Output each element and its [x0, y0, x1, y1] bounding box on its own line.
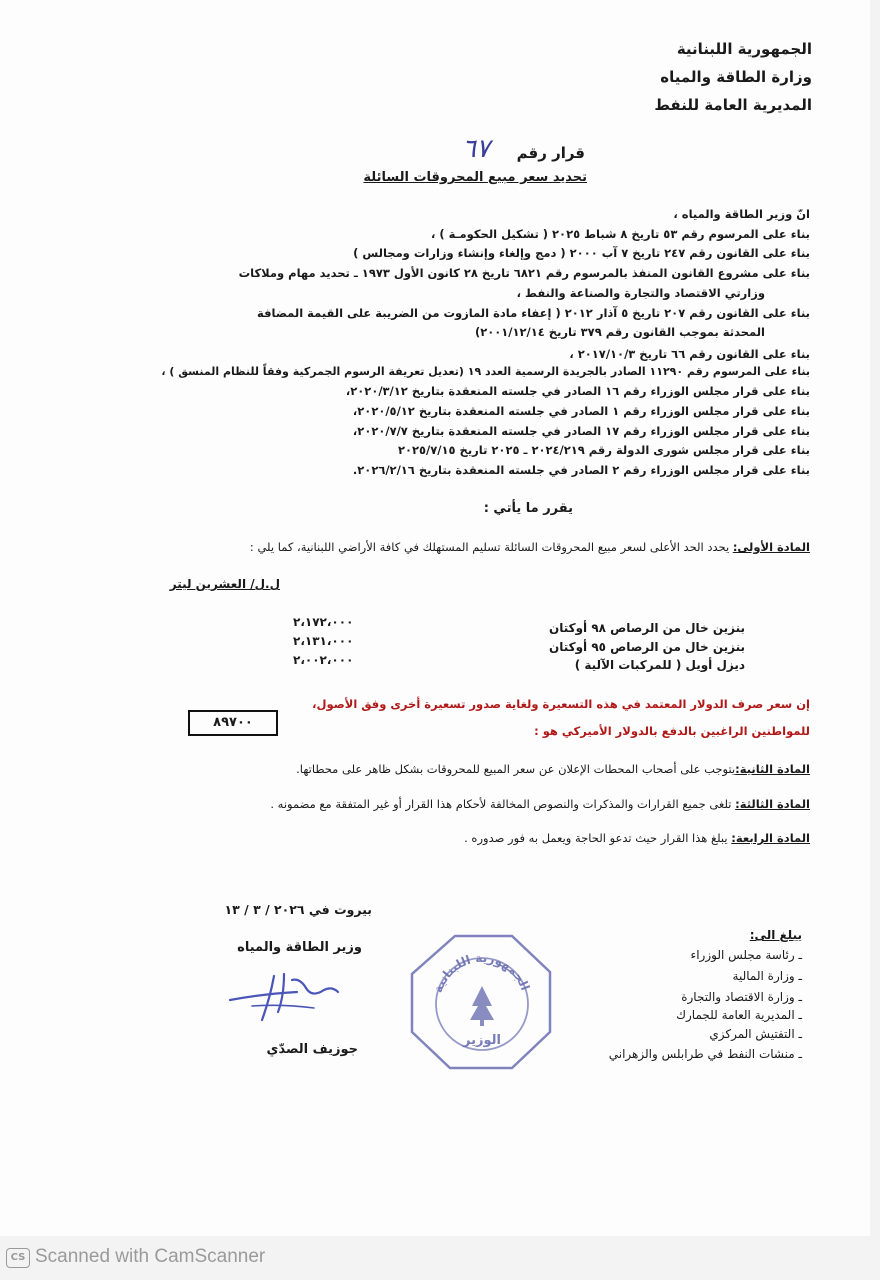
preamble-line: بناء على قرار مجلس الوزراء رقم ١٦ الصادر في جلسته المنعقدة بتاريخ ٢٠٢٠/٣/١٢، [345, 384, 810, 398]
scanner-footer-bar [0, 1236, 880, 1280]
preamble-line: بناء على القانون رقم ٢٠٧ تاريخ ٥ آذار ٢٠١٢ ( إعفاء مادة المازوت من الضريبة على القيمة المضافة [257, 306, 810, 320]
preamble-line: بناء على القانون رقم ٢٤٧ تاريخ ٧ آب ٢٠٠٠ ( دمج وإلغاء وإنشاء وزارات ومجالس ) [353, 246, 810, 260]
exchange-note: إن سعر صرف الدولار المعتمد في هذه التسعيرة ولغاية صدور تسعيرة أخرى وفق الأصول، [312, 697, 810, 711]
preamble-line: بناء على المرسوم رقم ٥٣ تاريخ ٨ شباط ٢٠٢٥ ( تشكيل الحكومـة ) ، [430, 227, 810, 241]
price-product: بنزين خال من الرصاص ٩٨ أوكتان [548, 621, 745, 635]
article-1 [250, 540, 810, 554]
official-stamp [400, 932, 560, 1074]
article-3-label: المادة الثالثة: [735, 797, 810, 811]
preamble-line: بناء على قرار مجلس الوزراء رقم ١ الصادر في جلسته المنعقدة بتاريخ ٢٠٢٠/٥/١٢، [352, 404, 810, 418]
preamble-line: انّ وزير الطاقة والمياه ، [673, 207, 810, 221]
decision-number: ٦٧ [462, 134, 490, 164]
article-4-text: يبلغ هذا القرار حيث تدعو الحاجة ويعمل به فور صدوره . [464, 831, 732, 845]
article-4-label: المادة الرابعة: [731, 831, 810, 845]
article-4 [464, 831, 810, 845]
preamble-line: المحدثة بموجب القانون رقم ٣٧٩ تاريخ ٢٠٠١/١٢/١٤) [474, 325, 765, 339]
exchange-note: للمواطنين الراغبين بالدفع بالدولار الأميركي هو : [534, 724, 810, 738]
header-country: الجمهورية اللبنانية [676, 40, 812, 58]
cedar-icon [470, 986, 494, 1020]
distribution-item: ـ التفتيش المركزي [709, 1027, 802, 1041]
article-2-label: المادة الثانية: [735, 762, 810, 776]
article-2 [296, 762, 810, 776]
article-3-text: تلغى جميع القرارات والمذكرات والنصوص المخالفة لأحكام هذا القرار أو غير المتفقة مع مضمونه . [270, 797, 736, 811]
preamble-line: بناء على مشروع القانون المنفذ بالمرسوم رقم ٦٨٢١ تاريخ ٢٨ كانون الأول ١٩٧٣ ـ تحديد مهام وملاكات [238, 266, 810, 280]
decision-subject: تحديد سعر مبيع المحروقات السائلة [363, 170, 587, 185]
signatory-title: وزير الطاقة والمياه [237, 940, 362, 955]
price-value: ٢،١٣١،٠٠٠ [293, 634, 354, 648]
distribution-item: ـ منشات النفط في طرابلس والزهراني [608, 1047, 802, 1061]
article-1-text: يحدد الحد الأعلى لسعر مبيع المحروقات السائلة تسليم المستهلك في كافة الأراضي اللبنانية، كما يلي : [249, 540, 733, 554]
decision-label: قرار رقم [516, 144, 585, 162]
distribution-item: ـ وزارة المالية [732, 969, 802, 983]
preamble-line: بناء على المرسوم رقم ١١٢٩٠ الصادر بالجريدة الرسمية العدد ١٩ (تعديل تعريفة الرسوم الجمركية وفقاً للنظام المنسق ) ، [161, 365, 810, 378]
header-directorate: المديرية العامة للنفط [654, 96, 812, 114]
place-date: بيروت في ٢٠٢٦ / ٣ / ١٣ [224, 902, 372, 917]
price-value: ٢،٠٠٢،٠٠٠ [293, 653, 354, 667]
stamp-role: الوزير [463, 1033, 501, 1048]
camscanner-logo-icon: CS [6, 1248, 30, 1268]
preamble-line: وزارتي الاقتصاد والتجارة والصناعة والنفط ، [516, 286, 765, 300]
distribution-title: يبلغ الى: [749, 928, 802, 942]
preamble-line: بناء على قرار مجلس شورى الدولة رقم ٢٠٢٤/٢١٩ ـ ٢٠٢٥ تاريخ ٢٠٢٥/٧/١٥ [397, 443, 810, 457]
preamble-line: بناء على قرار مجلس الوزراء رقم ٢ الصادر في جلسته المنعقدة بتاريخ ٢٠٢٦/٢/١٦. [352, 463, 810, 477]
article-3 [270, 797, 810, 811]
distribution-item: ـ المديرية العامة للجمارك [676, 1008, 802, 1022]
header-ministry: وزارة الطاقة والمياه [660, 68, 812, 86]
signatory-name: جوزيف الصدّي [266, 1042, 358, 1057]
price-value: ٢،١٧٢،٠٠٠ [293, 615, 354, 629]
article-2-text: يتوجب على أصحاب المحطات الإعلان عن سعر المبيع للمحروقات بشكل ظاهر على محطاتها. [296, 762, 736, 776]
price-unit: ل.ل/ العشرين ليتر [169, 577, 280, 591]
distribution-item: ـ وزارة الاقتصاد والتجارة [681, 990, 802, 1004]
price-product: بنزين خال من الرصاص ٩٥ أوكتان [548, 640, 745, 654]
signature [222, 968, 352, 1030]
price-product: ديزل أويل ( للمركبات الآلية ) [574, 658, 745, 672]
scanner-watermark: Scanned with CamScanner [35, 1246, 266, 1267]
article-1-label: المادة الأولى: [732, 540, 810, 554]
preamble-line: بناء على قرار مجلس الوزراء رقم ١٧ الصادر في جلسته المنعقدة بتاريخ ٢٠٢٠/٧/٧، [352, 424, 810, 438]
distribution-item: ـ رئاسة مجلس الوزراء [690, 948, 802, 962]
stamp-text: الجمهورية اللبنانية [430, 950, 533, 995]
preamble-line: بناء على القانون رقم ٦٦ تاريخ ٢٠١٧/١٠/٣ ، [569, 347, 810, 361]
decides-heading: يقرر ما يأتي : [483, 501, 573, 516]
exchange-rate-box: ٨٩٧٠٠ [188, 710, 278, 736]
